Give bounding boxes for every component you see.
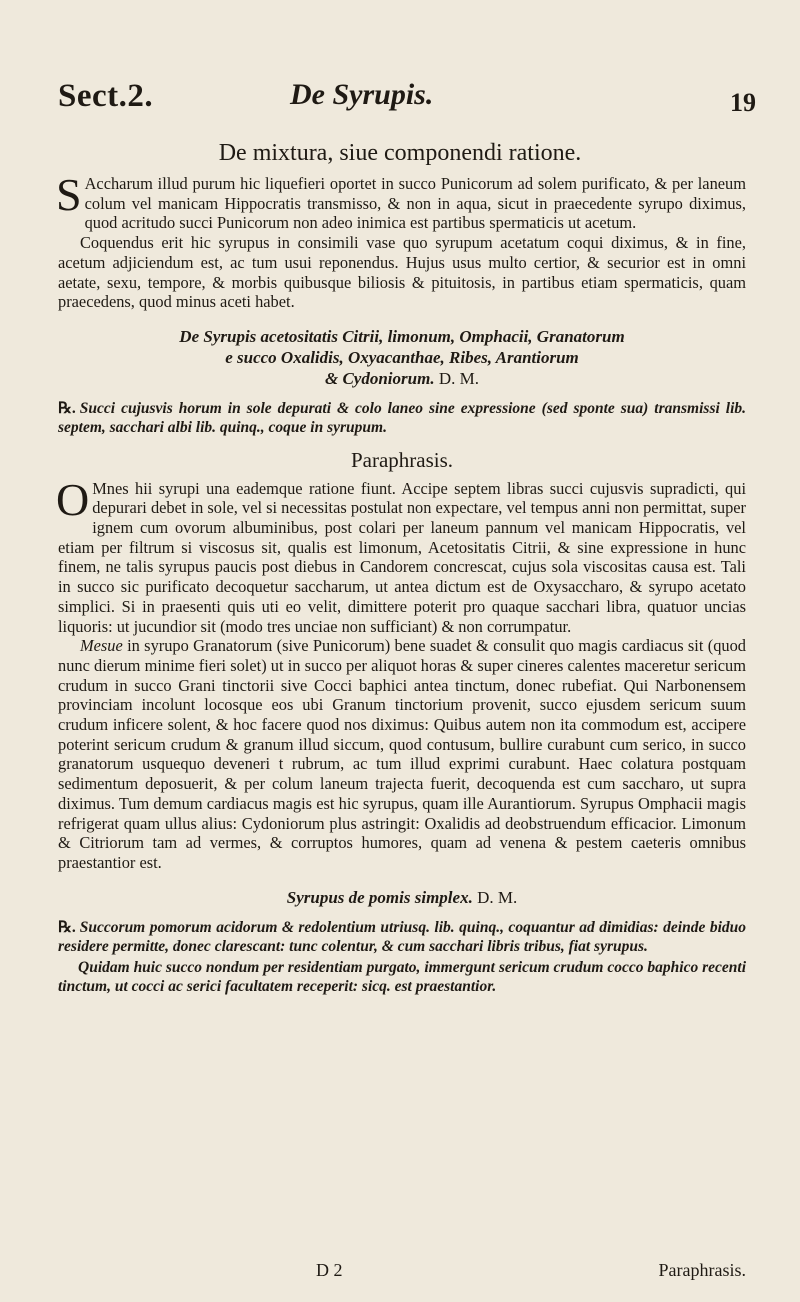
intro-text-1: Accharum illud purum hic liquefieri oportet in succo Punicorum ad solem purificato, & per laneum colum vel manicam Hippocratis transmisso, & non in aqua, sicut in praecedente syrupo diximus, quod acritudo succi Punicorum non adeo inimica est partibus spermaticis ut acetum. [84,174,746,233]
recipe-symbol-2: ℞. [58,918,76,936]
recipe-text: Succi cujusvis horum in sole depurati & colo laneo sine expressione (sed sponte sua) transmissi lib. septem, sacchari albi lib. quinq., coque in syrupum. [58,399,746,436]
intro-paragraph-2: Coquendus erit hic syrupus in consimili vase quo syrupum acetatum coqui diximus, & in fine, acetum adjiciendum est, ac tum usui reponendus. Hujus usus multo certior, & securior est in omni aetate, sexu, tempore, & morbis quibusque biliosis & pituitosis, in partibus etiam spermaticis, quam praecedens, quod minus aceti habet. [58,233,746,312]
text-body [56,169,746,996]
recipe-pomis-1 [58,918,746,956]
recipe-pomis-text-1: Succorum pomorum acidorum & redolentium utriusq. lib. quinq., coquantur ad dimidias: deinde biduo residere permitte, donec clarescant: tunc colentur, & cum sacchari libris tribus, fiat syrupus. [58,918,746,955]
section-heading-line-3-row [58,368,746,389]
section-heading-pomis-author: D. M. [477,887,518,907]
section-heading-line-3: & Cydoniorum. [325,368,435,388]
section-heading-line-1: De Syrupis acetositatis Citrii, limonum, Omphacii, Granatorum [179,326,625,346]
section-heading-acetositatis [58,326,746,389]
dropcap-s: S [56,169,82,220]
running-title: De Syrupis. [290,78,434,111]
paraphrasis-text-1: Mnes hii syrupi una eademque ratione fiunt. Accipe septem libras succi cujusvis supradicti, qui depurari debet in sole, vel si necessitas postulat non expectare, vel tempus anni non permittat, super ignem cum ovorum albuminibus, post colari per laneum pannum vel manicam Hippocratis, vel etiam per filtrum si viscosus sit, qualis est limonum, Acetositatis Citrii, & sine expressione in hunc finem, ne talis syrupus paucis post diebus in Candorem concrescat, cujus sola viscositas causa est. Tali in succo sic purificato decoquetur saccharum, ut antea dictum est de Oxysaccharo, & syrupo acetato simplici. Si in praesenti quis uti eo velit, dimittere poterit pro quaque sacchari libra, quatuor uncias liquoris: ut jucundior sit (modo tres unciae non sufficiant) & non corrumpatur. [58,478,746,636]
section-heading-pomis [58,887,746,908]
page-footer [58,1260,746,1284]
paraphrasis-text-2: in syrupo Granatorum (sive Punicorum) bene suadet & consulit quo magis cardiacus sit (quod nunc dierum minime fieri solet) ut in succo per aliquot horas & super cineres calentes maceretur sericum crudum in succo Grani tinctorii sive Cocci baphici antea tinctum, donec rubefiat. Qui Narbonensem provinciam incolunt locosque eos ubi Granum tinctorium provenit, succo ejusdem sericum suum crudum inficere solent, & hoc facere quod nos diximus: Quibus autem non ita commodum est, accipere poterint sericum crudum & granum illud siccum, quod contusum, bullire curabunt cum serico, in succo granatorum usquequo deveneri t rubrum, ac tum illud exprimi curabunt. Haec colatura postquam sedimentum deposuerit, & per colum laneum trajecta fuerit, decoquenda est cum saccharo, ut supra diximus. Tum demum cardiacus magis est hic syrupus, quam ille Aurantiorum. Syrupus Omphacii magis refrigerat quam ullus alius: Cydoniorum plus astringit: Oxalidis ad deobstruendum efficacior. Limonum & Citriorum tam ad vermes, & corruptos humores, quam ad venena & pestem caeteris omnibus praestantior est. [58,636,746,872]
section-heading-pomis-title: Syrupus de pomis simplex. [286,887,473,907]
chapter-title: De mixtura, siue componendi ratione. [218,140,582,166]
section-heading-line-2: e succo Oxalidis, Oxyacanthae, Ribes, Arantiorum [225,347,579,367]
section-heading-author: D. M. [438,368,479,388]
catchword: Paraphrasis. [658,1260,746,1280]
paraphrasis-paragraph-2 [58,636,746,872]
paraphrasis-heading: Paraphrasis. [350,447,454,472]
recipe-symbol: ℞. [58,399,76,417]
dropcap-o: O [56,473,90,525]
intro-paragraph-1 [56,169,746,233]
page-number: 19 [730,88,756,117]
section-marker: Sect.2. [58,78,154,114]
signature-mark: D 2 [316,1260,343,1280]
running-header [58,74,756,134]
author-name: Mesue [80,636,123,656]
recipe-pomis-2: Quidam huic succo nondum per residentiam purgato, immergunt sericum crudum cocco baphico recenti tinctum, ut cocci ac serici facultatem receperit: sicq. est praestantior. [58,958,746,995]
paraphrasis-paragraph-1 [56,473,746,637]
recipe-acetositatis [58,399,746,437]
